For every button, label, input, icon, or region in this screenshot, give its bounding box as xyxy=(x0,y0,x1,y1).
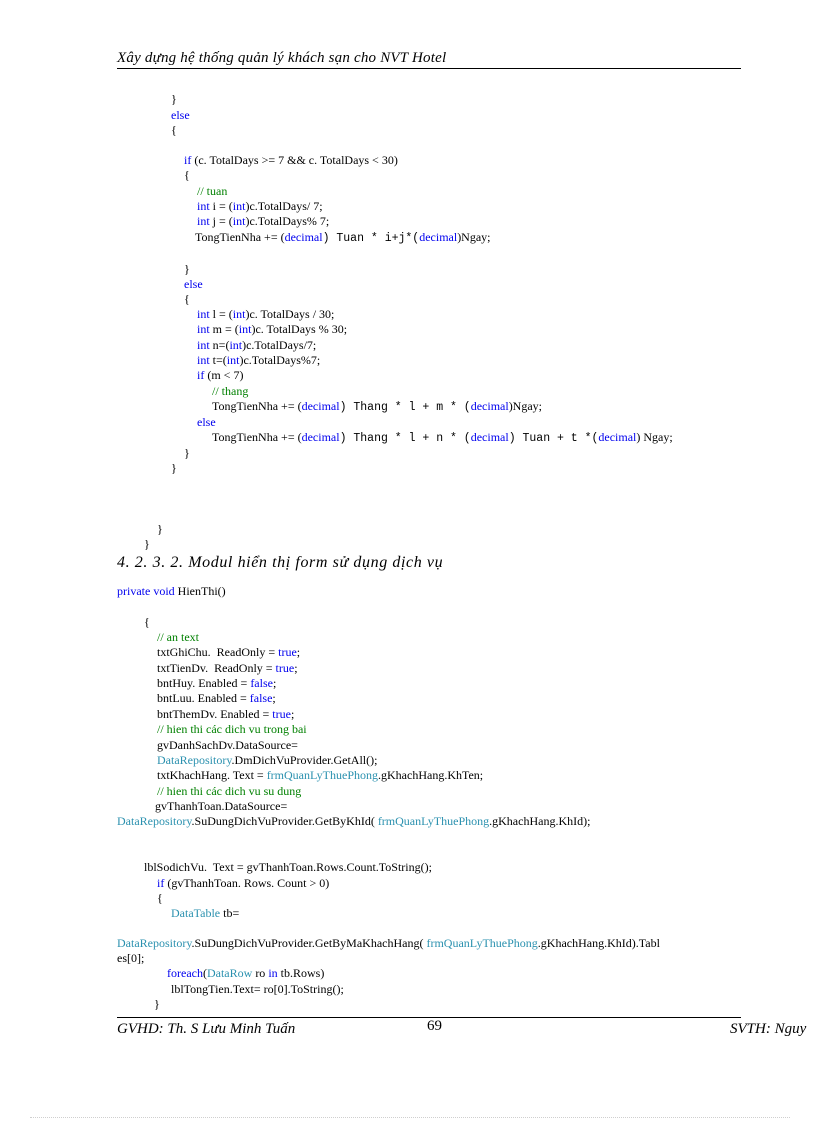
page-header-title: Xây dựng hệ thống quản lý khách sạn cho NVT Hotel xyxy=(117,50,447,66)
footer-student: SVTH: Nguy xyxy=(730,1021,807,1037)
code-comment: // hien thi các dich vu trong bai xyxy=(157,722,307,736)
code-line: txtGhiChu. ReadOnly = true; xyxy=(157,645,301,659)
code-line: int j = (int)c.TotalDays% 7; xyxy=(197,214,330,228)
code-line: { xyxy=(171,123,177,137)
code-line: } xyxy=(157,522,163,536)
code-line: TongTienNha += (decimal) Thang * l + m * (decimal)Ngay; xyxy=(212,399,543,414)
footer-advisor: GVHD: Th. S Lưu Minh Tuấn xyxy=(117,1021,296,1037)
code-comment: // tuan xyxy=(197,184,228,198)
code-line: es[0]; xyxy=(117,951,145,965)
code-line: lblSodichVu. Text = gvThanhToan.Rows.Count.ToString(); xyxy=(144,860,432,874)
code-comment: // thang xyxy=(212,384,249,398)
code-line: DataRepository.DmDichVuProvider.GetAll(); xyxy=(157,753,378,767)
code-line: lblTongTien.Text= ro[0].ToString(); xyxy=(171,982,344,996)
code-line: int i = (int)c.TotalDays/ 7; xyxy=(197,199,323,213)
code-line: { xyxy=(144,615,150,629)
code-line: if (c. TotalDays >= 7 && c. TotalDays < 30) xyxy=(184,153,398,167)
code-comment: // an text xyxy=(157,630,199,644)
code-line: } xyxy=(154,997,160,1011)
code-line: private void HienThi() xyxy=(117,584,226,598)
section-heading: 4. 2. 3. 2. Modul hiển thị form sử dụng dịch vụ xyxy=(117,554,444,571)
code-line: TongTienNha += (decimal) Thang * l + n * (decimal) Tuan + t *(decimal) Ngay; xyxy=(212,430,673,445)
code-line: bntLuu. Enabled = false; xyxy=(157,691,276,705)
code-line: { xyxy=(184,292,190,306)
code-line: bntThemDv. Enabled = true; xyxy=(157,707,295,721)
code-line: if (m < 7) xyxy=(197,368,244,382)
code-line: gvThanhToan.DataSource= xyxy=(155,799,288,813)
code-line: } xyxy=(184,446,190,460)
code-line: else xyxy=(197,415,216,429)
code-line: } xyxy=(184,262,190,276)
header-rule xyxy=(117,68,741,69)
code-line: int m = (int)c. TotalDays % 30; xyxy=(197,322,348,336)
code-line: if (gvThanhToan. Rows. Count > 0) xyxy=(157,876,330,890)
code-comment: // hien thi các dich vu su dung xyxy=(157,784,302,798)
page-number: 69 xyxy=(427,1018,442,1034)
code-line: else xyxy=(171,108,190,122)
code-line: gvDanhSachDv.DataSource= xyxy=(157,738,298,752)
code-line: txtTienDv. ReadOnly = true; xyxy=(157,661,298,675)
code-line: } xyxy=(144,537,150,551)
code-line: else xyxy=(184,277,203,291)
code-line: txtKhachHang. Text = frmQuanLyThuePhong.gKhachHang.KhTen; xyxy=(157,768,484,782)
code-line: bntHuy. Enabled = false; xyxy=(157,676,277,690)
code-line: int n=(int)c.TotalDays/7; xyxy=(197,338,317,352)
code-line: TongTienNha += (decimal) Tuan * i+j*(decimal)Ngay; xyxy=(195,230,491,245)
code-line: { xyxy=(184,168,190,182)
code-line: DataTable tb= xyxy=(171,906,240,920)
code-line: { xyxy=(157,891,163,905)
code-line: } xyxy=(171,92,177,106)
code-line: DataRepository.SuDungDichVuProvider.GetByKhId( frmQuanLyThuePhong.gKhachHang.KhId); xyxy=(117,814,591,828)
code-line: } xyxy=(171,461,177,475)
code-line: DataRepository.SuDungDichVuProvider.GetByMaKhachHang( frmQuanLyThuePhong.gKhachHang.KhId).Tabl xyxy=(117,936,660,950)
code-line: int t=(int)c.TotalDays%7; xyxy=(197,353,321,367)
code-line: foreach(DataRow ro in tb.Rows) xyxy=(167,966,325,980)
code-line: int l = (int)c. TotalDays / 30; xyxy=(197,307,335,321)
page-bottom-divider xyxy=(30,1117,790,1118)
